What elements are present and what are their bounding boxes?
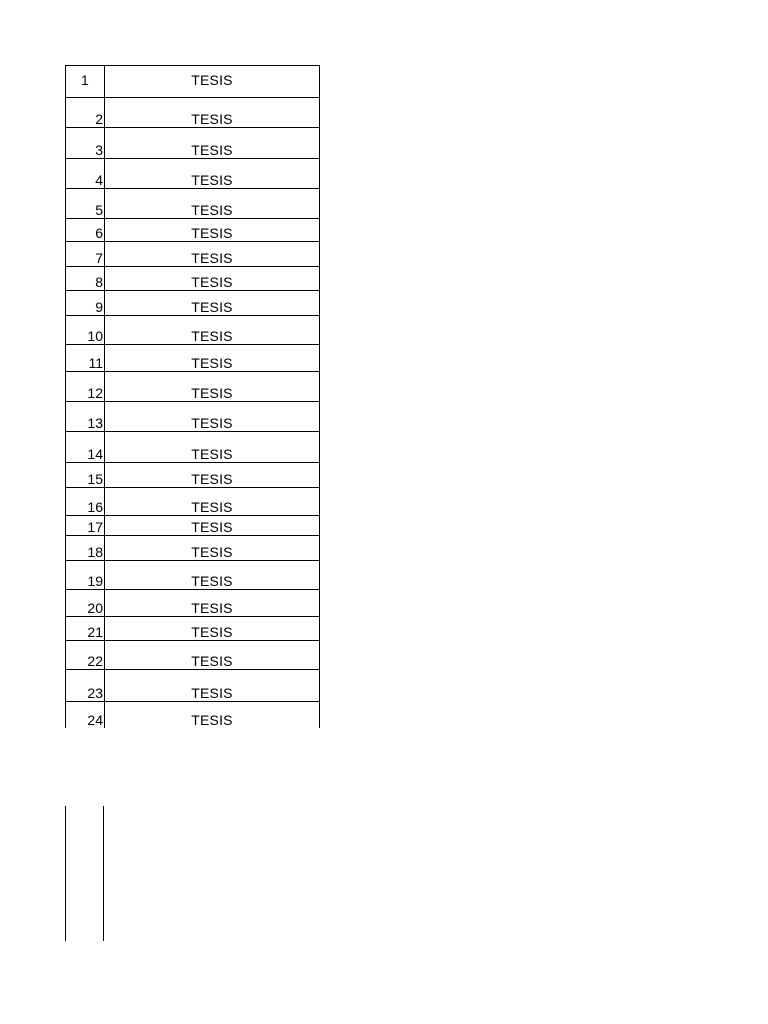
row-number: 13 — [87, 415, 103, 431]
sheet-table — [65, 65, 320, 728]
row-label-cell — [105, 242, 319, 266]
table-row — [65, 702, 320, 728]
table-row — [65, 98, 320, 128]
table-row — [65, 536, 320, 561]
row-number: 18 — [87, 544, 103, 560]
row-number-cell — [66, 463, 105, 487]
row-label: TESIS — [191, 544, 233, 560]
table-row — [65, 219, 320, 242]
row-label: TESIS — [191, 225, 233, 241]
row-number-cell — [66, 670, 105, 701]
row-number-cell — [66, 516, 105, 535]
table-row — [65, 267, 320, 291]
row-number: 16 — [87, 499, 103, 515]
row-number: 7 — [95, 250, 103, 266]
table-row — [65, 432, 320, 463]
row-label: TESIS — [191, 653, 233, 669]
row-label: TESIS — [191, 111, 233, 127]
row-label-cell — [105, 66, 319, 97]
row-number: 1 — [81, 72, 89, 88]
row-label-cell — [105, 345, 319, 371]
row-number-cell — [66, 98, 105, 127]
table-row — [65, 516, 320, 536]
table-row — [65, 561, 320, 590]
row-number-cell — [66, 536, 105, 560]
row-number: 23 — [87, 685, 103, 701]
table-row — [65, 159, 320, 189]
empty-table-section — [65, 806, 104, 941]
row-number: 8 — [95, 274, 103, 290]
row-number: 22 — [87, 653, 103, 669]
table-row — [65, 488, 320, 516]
row-number: 4 — [95, 172, 103, 188]
row-label: TESIS — [191, 712, 233, 728]
row-label: TESIS — [191, 415, 233, 431]
row-number: 21 — [87, 624, 103, 640]
row-label-cell — [105, 617, 319, 640]
row-number-cell — [66, 488, 105, 515]
row-label-cell — [105, 267, 319, 290]
row-number-cell — [66, 432, 105, 462]
row-label-cell — [105, 432, 319, 462]
table-row — [65, 617, 320, 641]
row-number-cell — [66, 561, 105, 589]
row-label-cell — [105, 189, 319, 218]
row-number: 14 — [87, 446, 103, 462]
row-label-cell — [105, 291, 319, 315]
row-label-cell — [105, 702, 319, 728]
row-label: TESIS — [191, 299, 233, 315]
row-number: 9 — [95, 299, 103, 315]
row-number-cell — [66, 267, 105, 290]
row-number: 17 — [87, 519, 103, 535]
row-number-cell — [66, 159, 105, 188]
row-label: TESIS — [191, 274, 233, 290]
row-label-cell — [105, 641, 319, 669]
row-number-cell — [66, 617, 105, 640]
row-number: 11 — [88, 355, 103, 371]
row-label: TESIS — [191, 202, 233, 218]
row-label-cell — [105, 98, 319, 127]
row-label-cell — [105, 402, 319, 431]
row-number-cell — [66, 372, 105, 401]
row-label: TESIS — [191, 519, 233, 535]
row-label: TESIS — [191, 355, 233, 371]
row-number: 10 — [87, 328, 103, 344]
row-label-cell — [105, 561, 319, 589]
row-label: TESIS — [191, 573, 233, 589]
row-number-cell — [66, 128, 105, 158]
row-number: 19 — [87, 573, 103, 589]
row-number-cell — [66, 402, 105, 431]
row-number-cell — [66, 316, 105, 344]
row-number-cell — [66, 219, 105, 241]
row-number-cell — [66, 590, 105, 616]
table-row — [65, 242, 320, 267]
table-row — [65, 372, 320, 402]
row-label-cell — [105, 372, 319, 401]
row-number: 15 — [87, 471, 103, 487]
table-row — [65, 641, 320, 670]
row-number-cell — [66, 66, 105, 97]
row-label: TESIS — [191, 385, 233, 401]
table-row — [65, 66, 320, 98]
row-label: TESIS — [191, 624, 233, 640]
row-label-cell — [105, 219, 319, 241]
table-row — [65, 128, 320, 159]
row-label-cell — [105, 316, 319, 344]
row-number-cell — [66, 702, 105, 728]
table-row — [65, 316, 320, 345]
table-row — [65, 402, 320, 432]
row-label-cell — [105, 590, 319, 616]
table-row — [65, 463, 320, 488]
row-label-cell — [105, 128, 319, 158]
row-label-cell — [105, 463, 319, 487]
table-row — [65, 291, 320, 316]
row-number-cell — [66, 345, 105, 371]
row-label: TESIS — [191, 685, 233, 701]
table-row — [65, 189, 320, 219]
row-label-cell — [105, 536, 319, 560]
row-label: TESIS — [191, 250, 233, 266]
row-label: TESIS — [191, 72, 233, 88]
row-number-cell — [66, 641, 105, 669]
row-number: 20 — [87, 600, 103, 616]
row-number: 2 — [95, 111, 103, 127]
row-label-cell — [105, 159, 319, 188]
row-number-cell — [66, 189, 105, 218]
row-label: TESIS — [191, 328, 233, 344]
row-number: 5 — [95, 202, 103, 218]
table-row — [65, 345, 320, 372]
row-number: 3 — [95, 142, 103, 158]
table-row — [65, 590, 320, 617]
row-label: TESIS — [191, 172, 233, 188]
row-label-cell — [105, 488, 319, 515]
row-label: TESIS — [191, 446, 233, 462]
row-number: 12 — [87, 385, 103, 401]
row-number: 24 — [87, 712, 103, 728]
table-row — [65, 670, 320, 702]
row-label: TESIS — [191, 142, 233, 158]
row-label-cell — [105, 670, 319, 701]
row-number: 6 — [95, 225, 103, 241]
row-label-cell — [105, 516, 319, 535]
row-label: TESIS — [191, 499, 233, 515]
row-number-cell — [66, 291, 105, 315]
row-number-cell — [66, 242, 105, 266]
row-label: TESIS — [191, 471, 233, 487]
row-label: TESIS — [191, 600, 233, 616]
